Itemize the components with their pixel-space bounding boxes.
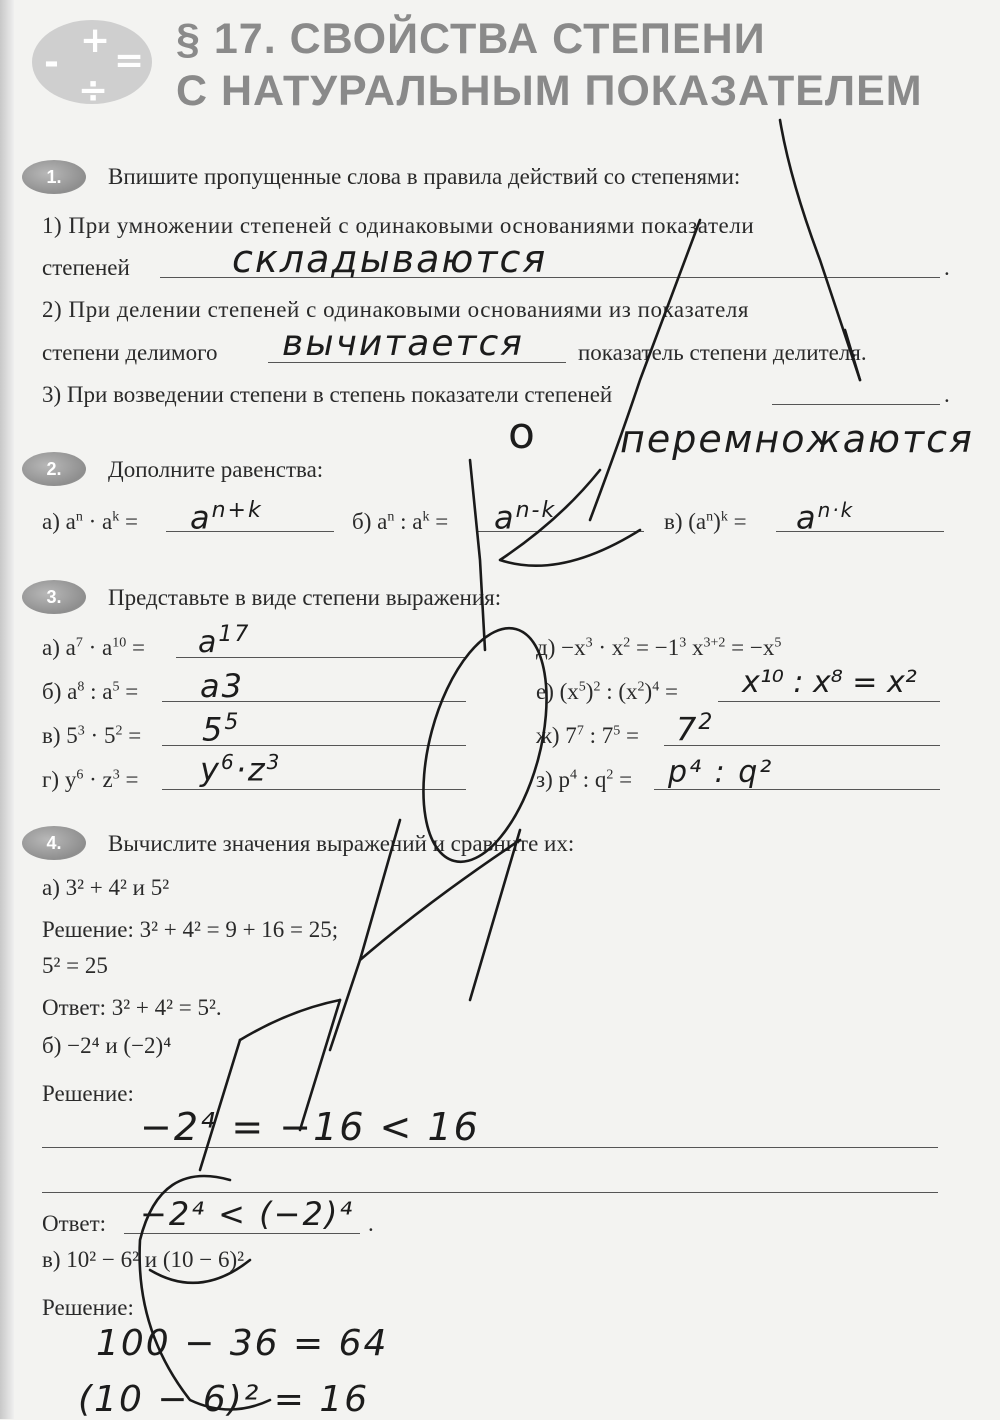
task1-rule2-line1: 2) При делении степеней с одинаковыми основаниями из показателя [42, 297, 749, 322]
period: . [944, 382, 950, 407]
handwritten-answer: перемножаются [620, 417, 974, 461]
section-logo [22, 14, 152, 109]
answer-line [42, 1192, 938, 1193]
task1-rule2-line2a: степени делимого [42, 340, 218, 365]
task4-item-a: а) 3² + 4² и 5² [42, 875, 170, 900]
handwritten-answer: p⁴ : q² [668, 755, 774, 790]
handwritten-answer: складываются [232, 237, 548, 281]
handwritten-answer: a3 [200, 667, 244, 705]
task-number-badge: 2. [22, 452, 86, 486]
task2-item-a: а) $a^n \cdot a^k$ = [42, 509, 138, 534]
task4-b-solution-label: Решение: [42, 1081, 134, 1106]
page-binding-shadow [0, 0, 14, 1419]
svg-text:=: = [114, 40, 145, 81]
task3-prompt: Представьте в виде степени выражения: [108, 585, 502, 610]
handwritten-solution: (10 − 6)² = 16 [78, 1379, 370, 1420]
handwritten-answer: −2⁴ < (−2)⁴ [140, 1195, 355, 1233]
task-number-badge: 3. [22, 580, 86, 614]
task1-prompt: Впишите пропущенные слова в правила действий со степенями: [108, 164, 741, 189]
math-operators-icon [22, 14, 152, 109]
handwritten-answer: $5^5$ [202, 710, 241, 749]
task3-item-d: г) $y^6 \cdot z^3$ = [42, 767, 139, 792]
task1-rule1-line2: степеней [42, 255, 130, 280]
task4-item-c: в) 10² − 6² и (10 − 6)² [42, 1247, 245, 1272]
task3-item-c: в) $5^3 \cdot 5^2$ = [42, 723, 142, 748]
task1-rule1-line1: 1) При умножении степеней с одинаковыми основаниями показатели [42, 213, 755, 238]
handwritten-answer: $y^6\cdot z^3$ [200, 750, 282, 789]
answer-line [718, 701, 940, 702]
task3-item-b: б) $a^8$ : $a^5$ = [42, 679, 139, 704]
handwritten-answer: $7^2$ [676, 710, 715, 749]
answer-line [124, 1233, 360, 1234]
task1-rule3: 3) При возведении степени в степень показатели степеней [42, 382, 613, 407]
task3-item-a: а) $a^7 \cdot a^{10}$ = [42, 635, 145, 660]
task2-item-b: б) $a^n$ : $a^k$ = [352, 509, 449, 534]
page-title-line1: § 17. СВОЙСТВА СТЕПЕНИ [176, 15, 766, 63]
svg-text:-: - [44, 42, 59, 83]
period: . [944, 255, 950, 280]
task2-prompt: Дополните равенства: [108, 457, 324, 482]
page-title-line2: С НАТУРАЛЬНЫМ ПОКАЗАТЕЛЕМ [176, 67, 923, 115]
handwritten-mark: о [508, 408, 537, 459]
period: . [368, 1211, 374, 1236]
task3-item-g: ж) $7^7$ : $7^5$ = [536, 723, 639, 748]
answer-line [162, 789, 466, 790]
answer-line [772, 404, 940, 405]
svg-text:+: + [80, 20, 111, 61]
task4-c-solution-label: Решение: [42, 1295, 134, 1320]
task4-b-answer-label: Ответ: [42, 1211, 107, 1236]
handwritten-answer: x¹⁰ : x⁸ = x² [742, 665, 917, 700]
task3-item-f: е) $(x^5)^2$ : $(x^2)^4$ = [536, 679, 678, 704]
handwritten-solution: −2⁴ = −16 < 16 [140, 1105, 480, 1149]
handwritten-answer: вычитается [282, 323, 524, 364]
task4-prompt: Вычислите значения выражений и сравните их: [108, 831, 575, 856]
task1-rule2-line2b: показатель степени делителя. [578, 340, 867, 365]
task-number-badge: 1. [22, 160, 86, 194]
handwritten-answer: $a^{17}$ [198, 622, 251, 660]
answer-line [42, 1147, 938, 1148]
task2-item-c: в) $(a^n)^k$ = [664, 509, 747, 534]
task4-a-answer: Ответ: 3² + 4² = 5². [42, 995, 222, 1020]
task4-item-b: б) −2⁴ и (−2)⁴ [42, 1033, 172, 1058]
task3-item-e: $д) -x^3 \cdot x^2 = -1^3$ $x^{3+2} = -x^5$ [536, 635, 782, 660]
handwritten-solution: 100 − 36 = 64 [96, 1323, 389, 1364]
task4-a-solution: Решение: 3² + 4² = 9 + 16 = 25; [42, 917, 339, 942]
svg-text:÷: ÷ [78, 70, 109, 109]
task4-a-solution-2: 5² = 25 [42, 953, 108, 978]
task3-item-h: з) $p^4$ : $q^2$ = [536, 767, 633, 792]
handwritten-answer: $a^{n+k}$ [190, 498, 263, 537]
handwritten-answer: $a^{n\cdot k}$ [796, 498, 855, 537]
handwritten-answer: $a^{n-k}$ [494, 498, 557, 537]
task-number-badge: 4. [22, 826, 86, 860]
